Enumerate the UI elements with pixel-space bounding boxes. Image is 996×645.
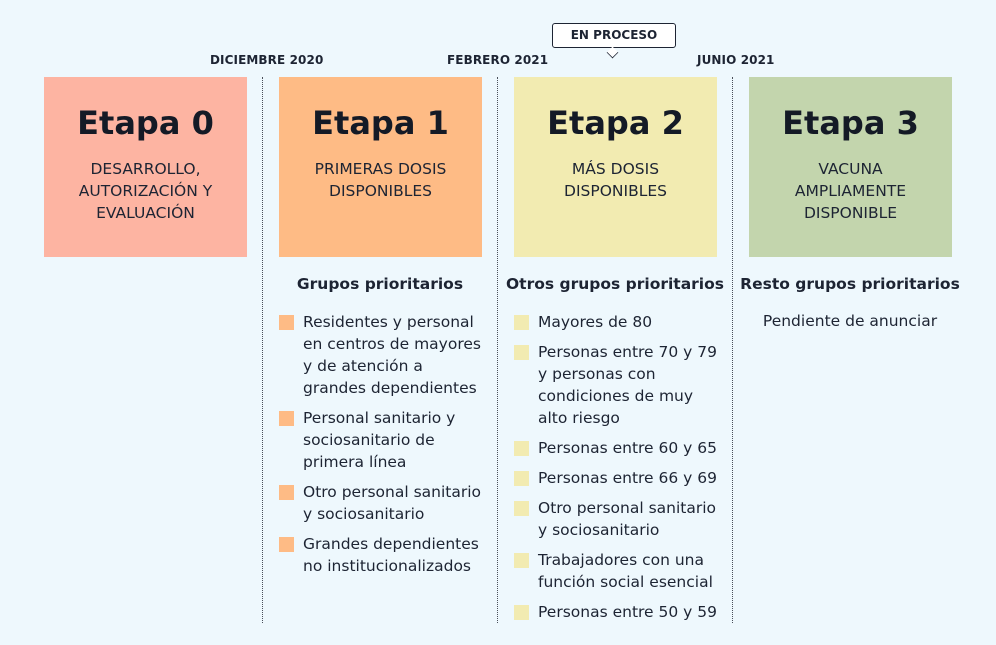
stage-title: Etapa 1 [312,104,449,142]
list-item-text: Otro personal sanitario y sociosanitario [538,499,717,539]
date-label-junio-2021: JUNIO 2021 [697,53,775,67]
groups-title-stage-1: Grupos prioritarios [296,275,464,293]
list-item [279,533,489,577]
stage-title: Etapa 2 [547,104,684,142]
stage-description [749,158,952,224]
list-item [514,467,724,489]
bullet-square-icon [279,537,294,552]
groups-title-stage-3: Resto grupos prioritarios [740,275,960,293]
list-item-text: Personas entre 50 y 59 [538,603,717,621]
list-item-text: Personas entre 66 y 69 [538,469,717,487]
badge-pointer [607,47,619,59]
list-item [514,549,724,593]
stage-description-line: DISPONIBLES [329,182,432,200]
bullet-square-icon [514,345,529,360]
list-item-text: Mayores de 80 [538,313,653,331]
stage-box-1 [279,77,482,257]
list-item-text: Trabajadores con una función social esencial [538,551,713,591]
bullet-square-icon [279,411,294,426]
bullet-square-icon [514,441,529,456]
bullet-square-icon [514,471,529,486]
list-item [279,311,489,399]
stage-title: Etapa 0 [77,104,214,142]
list-item [514,497,724,541]
list-item-text: Personas entre 60 y 65 [538,439,717,457]
stage-description-line: EVALUACIÓN [96,204,195,222]
bullet-square-icon [514,605,529,620]
bullet-square-icon [279,485,294,500]
stage-description-line: DESARROLLO, [90,160,201,178]
date-label-febrero-2021: FEBRERO 2021 [447,53,549,67]
list-item-text: Personal sanitario y sociosanitario de primera línea [303,409,456,471]
groups-title-stage-2: Otros grupos prioritarios [506,275,724,293]
bullet-square-icon [514,501,529,516]
stage-description-line: PRIMERAS DOSIS [314,160,447,178]
list-item [279,481,489,525]
stage-description [279,158,482,202]
stage-description-line: AMPLIAMENTE [794,182,907,200]
list-item [514,601,724,623]
priority-list-stage-2 [514,311,724,631]
stage-description-line: AUTORIZACIÓN Y [78,182,213,200]
list-item [279,407,489,473]
pending-announcement: Pendiente de anunciar [762,312,938,330]
list-item-text: Otro personal sanitario y sociosanitario [303,483,482,523]
bullet-square-icon [279,315,294,330]
stage-description-line: DISPONIBLE [803,204,898,222]
priority-list-stage-1 [279,311,489,585]
in-progress-badge: EN PROCESO [552,23,676,48]
divider-stage-1-2 [497,77,498,623]
stage-box-2 [514,77,717,257]
divider-stage-2-3 [732,77,733,623]
stage-title: Etapa 3 [782,104,919,142]
list-item [514,311,724,333]
bullet-square-icon [514,553,529,568]
list-item [514,437,724,459]
stage-description-line: DISPONIBLES [564,182,667,200]
list-item-text: Grandes dependientes no institucionalizados [303,535,479,575]
stage-description-line: VACUNA [818,160,883,178]
stage-box-0 [44,77,247,257]
stage-description [44,158,247,224]
list-item-text: Personas entre 70 y 79 y personas con condiciones de muy alto riesgo [538,343,717,427]
stage-description-line: MÁS DOSIS [571,160,660,178]
stage-description [514,158,717,202]
bullet-square-icon [514,315,529,330]
divider-stage-0-1 [262,77,263,623]
stage-box-3 [749,77,952,257]
list-item-text: Residentes y personal en centros de mayores y de atención a grandes dependientes [303,313,481,397]
list-item [514,341,724,429]
date-label-diciembre-2020: DICIEMBRE 2020 [210,53,324,67]
